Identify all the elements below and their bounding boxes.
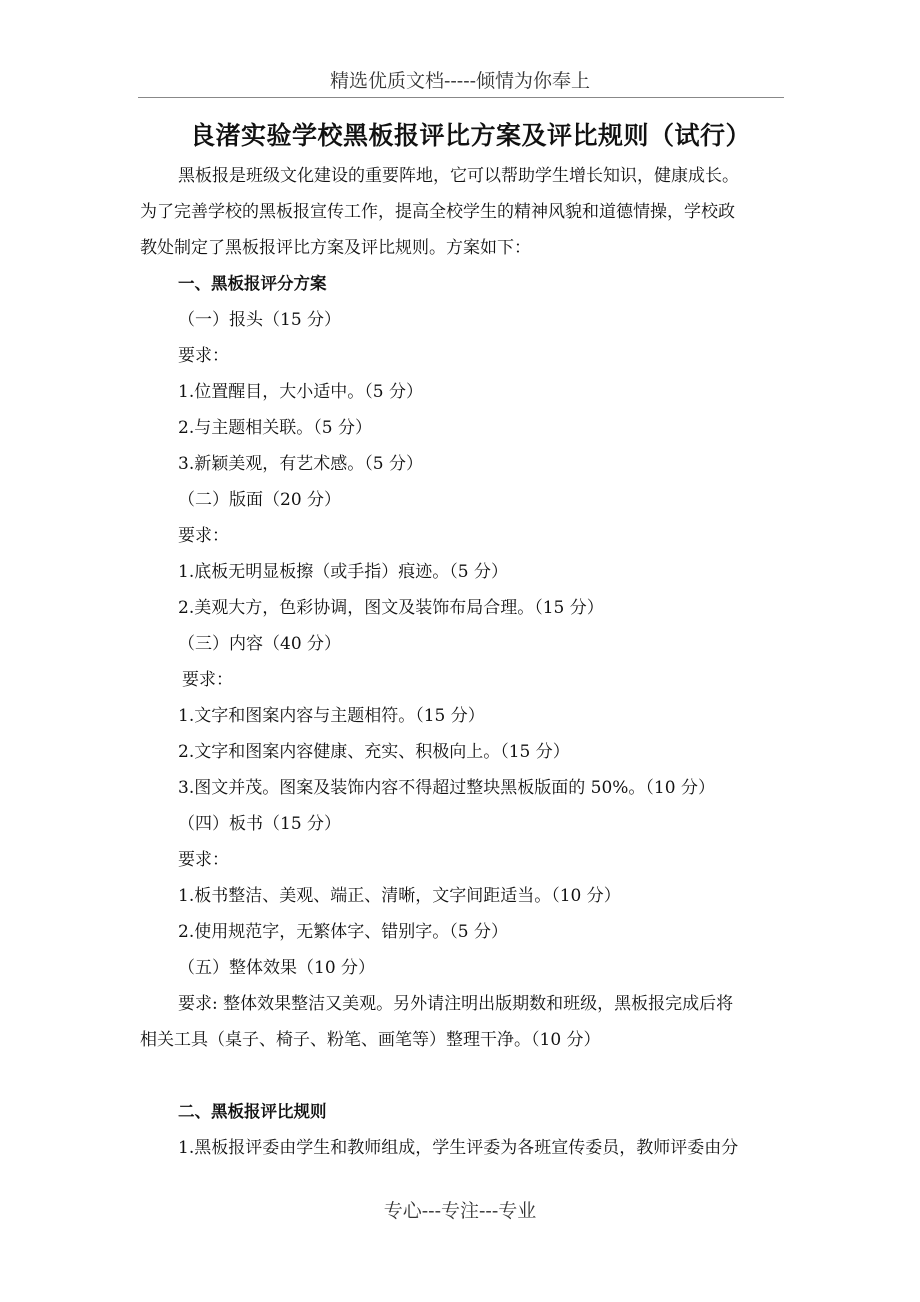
intro-line: 教处制定了黑板报评比方案及评比规则。方案如下： [140,238,531,258]
document-title: 良渚实验学校黑板报评比方案及评比规则（试行） [190,121,752,150]
paragraph-gap [140,1058,790,1094]
rule-item: 2.文字和图案内容健康、充实、积极向上。（15 分） [178,742,570,762]
rule-item: 1.位置醒目，大小适中。（5 分） [178,382,423,402]
section-heading: 二、黑板报评比规则 [178,1102,327,1121]
subsection-heading: （一）报头（15 分） [178,310,342,330]
page-footer: 专心---专注---专业 [383,1200,537,1222]
document-body [140,158,790,1166]
rule-item: 2.与主题相关联。（5 分） [178,418,372,438]
subsection-heading: （五）整体效果（10 分） [178,958,376,978]
subsection-heading: （四）板书（15 分） [178,814,342,834]
rule-item: 1.黑板报评委由学生和教师组成，学生评委为各班宣传委员，教师评委由分 [178,1138,739,1158]
subsection-heading: （三）内容（40 分） [178,634,342,654]
rule-item: 2.使用规范字，无繁体字、错别字。（5 分） [178,922,508,942]
requirement-label: 要求： [178,346,229,366]
subsection-heading: （二）版面（20 分） [178,490,342,510]
rule-item: 1.底板无明显板擦（或手指）痕迹。（5 分） [178,562,508,582]
section-heading: 一、黑板报评分方案 [178,274,327,293]
page-header: 精选优质文档-----倾情为你奉上 [329,70,591,92]
intro-line: 为了完善学校的黑板报宣传工作，提高全校学生的精神风貌和道德情操，学校政 [140,202,735,222]
overall-requirement: 要求: 整体效果整洁又美观。另外请注明出版期数和班级，黑板报完成后将 [178,994,734,1014]
requirement-label: 要求： [182,670,233,690]
rule-item: 1.文字和图案内容与主题相符。（15 分） [178,706,485,726]
overall-requirement: 相关工具（桌子、椅子、粉笔、画笔等）整理干净。（10 分） [140,1030,601,1050]
rule-item: 1.板书整洁、美观、端正、清晰，文字间距适当。（10 分） [178,886,621,906]
rule-item: 3.新颖美观，有艺术感。（5 分） [178,454,423,474]
requirement-label: 要求： [178,526,229,546]
intro-line: 黑板报是班级文化建设的重要阵地，它可以帮助学生增长知识，健康成长。 [178,166,739,186]
requirement-label: 要求： [178,850,229,870]
header-divider [138,97,784,98]
rule-item: 3.图文并茂。图案及装饰内容不得超过整块黑板版面的 50%。（10 分） [178,778,715,798]
rule-item: 2.美观大方，色彩协调，图文及装饰布局合理。（15 分） [178,598,604,618]
